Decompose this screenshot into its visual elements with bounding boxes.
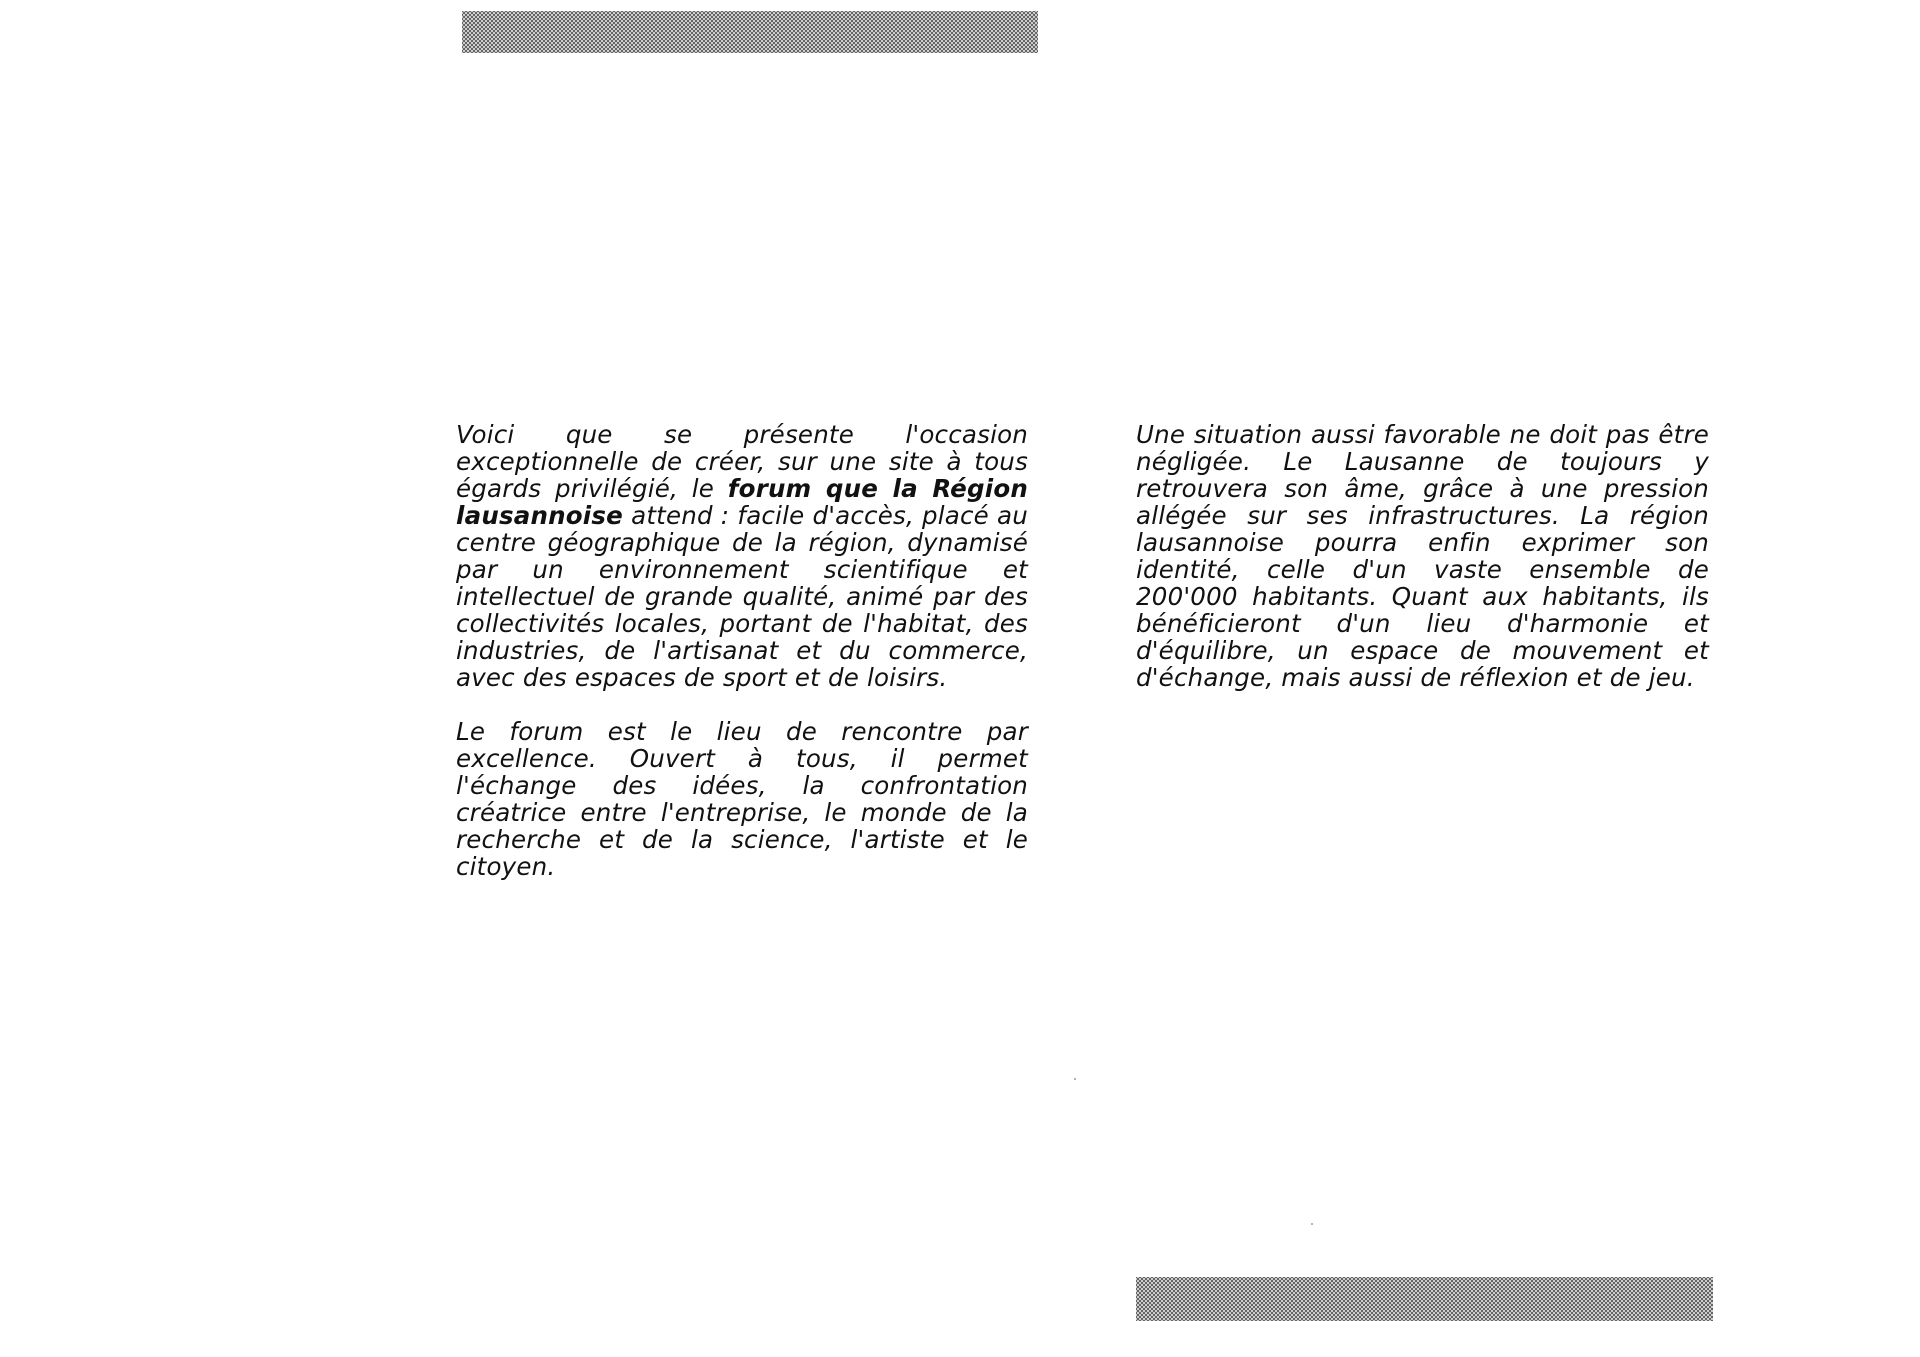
left-text-column — [456, 421, 1028, 880]
left-paragraph-1-emphasis: forum que la Région lausannoise — [456, 474, 1029, 530]
right-paragraph-1: Une situation aussi favorable ne doit pas être négligée. Le Lausanne de toujours y retrouvera son âme, grâce à une pression allégée sur ses infrastructures. La région lausannoise pourra enfin exprimer son identité, celle d'un vaste ensemble de 200'000 habitants. Quant aux habitants, ils bénéficieront d'un lieu d'harmonie et d'équilibre, un espace de mouvement et d'échange, mais aussi de réflexion et de jeu. — [1136, 420, 1709, 692]
left-paragraph-1-rest: attend : facile d'accès, placé au centre géographique de la région, dynamisé par un environnement scientifique et intellectuel de grande qualité, animé par des collectivités locales, portant de l'habitat, des industries, de l'artisanat et du commerce, avec des espaces de sport et de loisirs. — [456, 501, 1028, 692]
left-paragraph-1 — [456, 421, 1028, 691]
scan-speck — [1311, 1223, 1313, 1225]
scan-speck — [1074, 1078, 1076, 1080]
right-text-column — [1136, 421, 1709, 691]
bottom-pattern-bar — [1136, 1277, 1713, 1321]
left-paragraph-1-intro: Voici que se présente l'occasion exceptionnelle de créer, sur une site à tous égards privilégié, le — [456, 420, 1028, 503]
top-pattern-bar — [462, 11, 1038, 53]
left-paragraph-2: Le forum est le lieu de rencontre par excellence. Ouvert à tous, il permet l'échange des idées, la confrontation créatrice entre l'entreprise, le monde de la recherche et de la science, l'artiste et le citoyen. — [456, 717, 1028, 881]
